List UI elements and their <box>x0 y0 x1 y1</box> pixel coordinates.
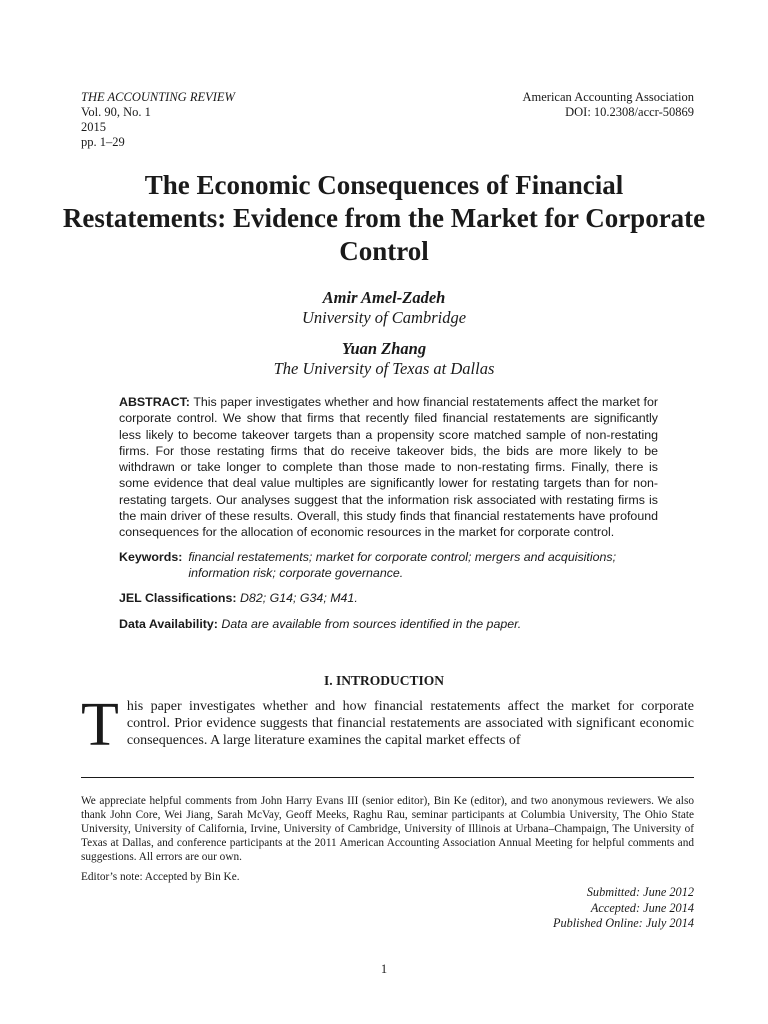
author-affiliation: The University of Texas at Dallas <box>273 359 495 378</box>
journal-header <box>81 90 235 150</box>
introduction-text: his paper investigates whether and how financial restatements affect the market for corporate control. Prior evidence suggests that financial restatements are associated with significant economic consequences. A large literature examines the capital market effects of <box>126 699 694 748</box>
publisher-name: American Accounting Association <box>522 90 694 104</box>
published-date: Published Online: July 2014 <box>552 916 694 930</box>
introduction <box>81 691 694 759</box>
author-list <box>0 288 768 390</box>
editor-note: Editor’s note: Accepted by Bin Ke. <box>81 871 240 883</box>
abstract-section <box>119 394 658 632</box>
abstract-text: This paper investigates whether and how financial restatements affect the market for corporate control. We show that firms that recently filed financial restatements are significantly less likely to become takeover targets than a propensity score matched sample of non-restating firms. For those restating firms that do receive takeover bids, the bids are more likely to be withdrawn or take longer to complete than those made to non-restating firms. Finally, there is some evidence that deal value multiples are significantly lower for restating targets than for non-restating targets. Our analyses suggest that the information risk associated with restating firms is the main driver of these results. Overall, this study finds that financial restatements have profound consequences for the allocation of economic resources in the market for corporate control. <box>119 395 659 540</box>
paper-title: The Economic Consequences of Financial Restatements: Evidence from the Market for Corporate Control <box>62 170 706 266</box>
accepted-date: Accepted: June 2014 <box>590 900 694 915</box>
footnote-divider <box>81 777 694 778</box>
journal-volume: Vol. 90, No. 1 <box>81 105 151 119</box>
jel-classifications <box>119 590 658 606</box>
publisher-header <box>523 90 695 120</box>
footnote <box>81 794 694 884</box>
data-availability <box>119 616 658 632</box>
journal-name: THE ACCOUNTING REVIEW <box>81 90 235 104</box>
data-availability-text: Data are available from sources identified in the paper. <box>221 616 522 631</box>
page-number: 1 <box>380 962 388 976</box>
publication-dates <box>553 885 694 932</box>
author-name: Amir Amel-Zadeh <box>322 288 446 307</box>
submitted-date: Submitted: June 2012 <box>586 885 694 899</box>
author-affiliation: University of Cambridge <box>301 308 467 327</box>
keywords <box>119 549 658 582</box>
section-heading: I. INTRODUCTION <box>323 673 445 688</box>
drop-cap: T <box>81 691 119 759</box>
author-name: Yuan Zhang <box>341 339 427 358</box>
journal-year: 2015 <box>81 120 106 134</box>
data-availability-label: Data Availability: <box>119 616 218 631</box>
abstract-label: ABSTRACT: <box>119 395 190 409</box>
journal-pages: pp. 1–29 <box>81 135 125 149</box>
abstract <box>119 394 658 541</box>
jel-text: D82; G14; G34; M41. <box>239 591 358 606</box>
keywords-text: financial restatements; market for corporate control; mergers and acquisitions; information risk; corporate governance. <box>188 549 617 580</box>
keywords-label: Keywords: <box>119 549 183 564</box>
acknowledgment: We appreciate helpful comments from John Harry Evans III (senior editor), Bin Ke (editor), and two anonymous reviewers. We also thank John Core, Wei Jiang, Sarah McVay, Geoff Meeks, Raghu Rau, seminar participants at Columbia University, The Ohio State University, University of California, Irvine, University of Cambridge, University of Illinois at Urbana–Champaign, The University of Texas at Dallas, and conference participants at the 2011 American Accounting Association Annual Meeting for helpful comments and suggestions. All errors are our own. <box>81 795 694 863</box>
doi: DOI: 10.2308/accr-50869 <box>565 105 694 119</box>
jel-label: JEL Classifications: <box>119 591 237 606</box>
